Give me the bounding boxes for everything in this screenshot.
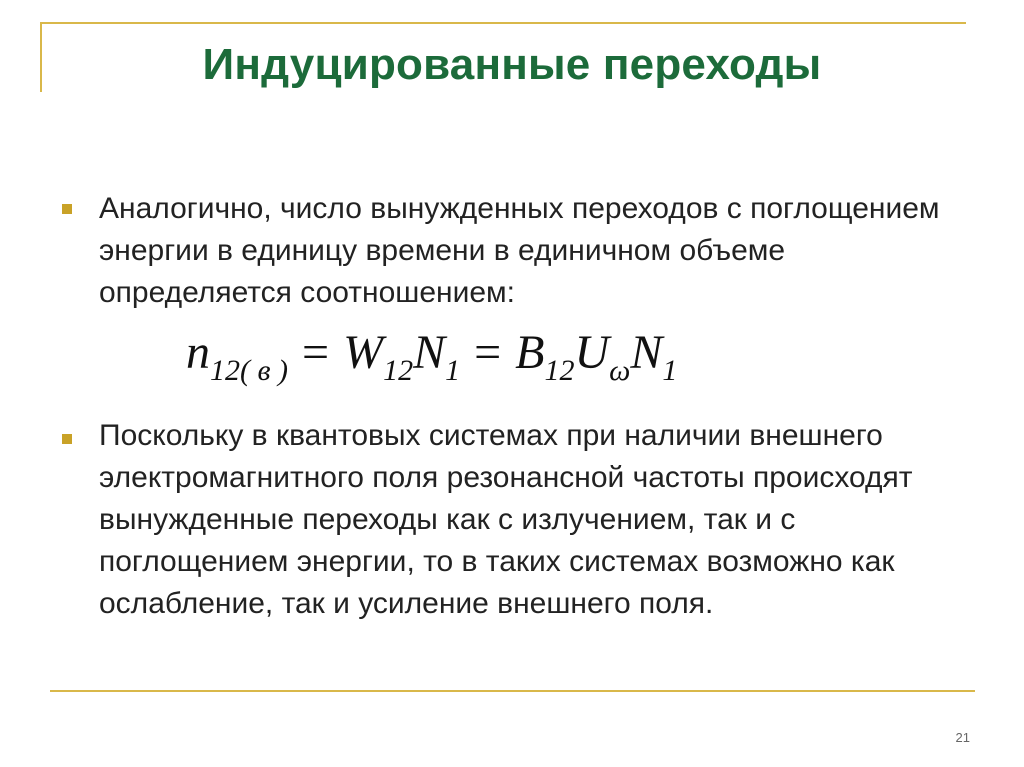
formula-b: B <box>515 326 545 379</box>
formula-eq-1: = <box>302 326 330 379</box>
slide-title: Индуцированные переходы <box>202 40 822 89</box>
formula-eq-2: = <box>474 326 502 379</box>
formula-b-sub: 12 <box>544 354 575 387</box>
formula-n-sub: 12( в ) <box>210 354 289 387</box>
bullet-marker-2 <box>62 434 72 444</box>
formula-n3: N <box>630 326 663 379</box>
formula-n2: N <box>413 326 446 379</box>
formula-n: n <box>186 326 210 379</box>
paragraph-1: Аналогично, число вынужденных переходов с поглощением энергии в единицу времени в единичном объеме определяется соотношением: <box>99 192 940 309</box>
top-rule <box>40 22 966 24</box>
formula-n2-sub: 1 <box>445 354 461 387</box>
bottom-rule <box>50 690 975 692</box>
formula-w-sub: 12 <box>383 354 414 387</box>
formula-w: W <box>343 326 384 379</box>
paragraph-2: Поскольку в квантовых системах при наличии внешнего электромагнитного поля резонансной частоты происходят вынужденные переходы как с излучением, так и с поглощением энергии, то в таких системах возможно как ослабление, так и усиление внешнего поля. <box>99 419 913 620</box>
formula-u: U <box>574 326 610 379</box>
page-number: 21 <box>955 730 970 745</box>
formula-u-sub: ω <box>609 354 631 387</box>
formula-n3-sub: 1 <box>662 354 678 387</box>
bullet-marker-1 <box>62 204 72 214</box>
formula <box>186 325 677 388</box>
